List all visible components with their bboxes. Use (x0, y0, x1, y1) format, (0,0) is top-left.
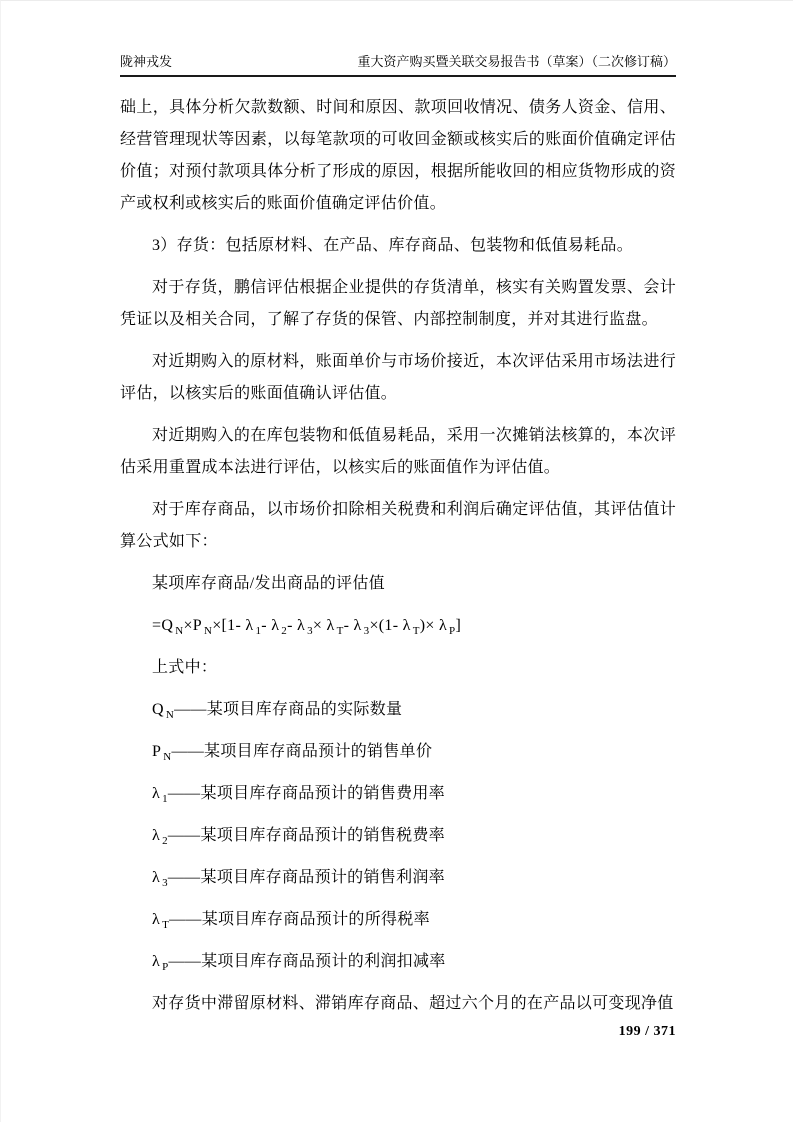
page-number: 199 / 371 (618, 1024, 676, 1039)
definition-symbol: λ (152, 827, 161, 844)
definition-subscript: T (162, 919, 170, 932)
formula-label: 某项库存商品/发出商品的评估值 (152, 575, 385, 592)
definition-description: ——某项目库存商品预计的销售单价 (171, 743, 433, 760)
inventory-item-heading: 3）存货：包括原材料、在产品、库存商品、包装物和低值易耗品。 (152, 237, 634, 254)
definition-row-lambdaT (120, 904, 676, 936)
definition-row-qn (120, 694, 676, 726)
paragraph-packaging: 对近期购入的在库包装物和低值易耗品，采用一次摊销法核算的，本次评估采用重置成本法进行评估，以核实后的账面值作为评估值。 (120, 427, 676, 476)
definition-description: ——某项目库存商品预计的销售费用率 (167, 785, 445, 802)
definition-symbol: Q (152, 701, 164, 718)
header-report-title: 重大资产购买暨关联交易报告书（草案）（二次修订稿） (357, 54, 676, 69)
definition-symbol: λ (152, 911, 161, 928)
definition-description: ——某项目库存商品的实际数量 (174, 701, 403, 718)
definition-subscript: N (163, 751, 172, 764)
definition-description: ——某项目库存商品预计的所得税率 (169, 911, 430, 928)
valuation-formula: =Q $_N$×P $_N$×[1- λ $_1$- λ $_2$- λ $_3$× λ $_T$- λ $_3$×(1- λ $_T$)× λ $_P$] (152, 617, 462, 638)
formula-intro: 上式中： (152, 659, 218, 676)
paragraph-inventory-verification: 对于存货，鹏信评估根据企业提供的存货清单，核实有关购置发票、会计凭证以及相关合同，了解了存货的保管、内部控制制度，并对其进行监盘。 (120, 279, 676, 328)
definition-subscript: P (162, 961, 169, 974)
paragraph-goods-valuation: 对于库存商品，以市场价扣除相关税费和利润后确定评估值，其评估值计算公式如下： (120, 501, 676, 550)
header-company: 陇神戎发 (120, 54, 173, 69)
definition-subscript: 1 (162, 793, 168, 806)
definition-symbol: λ (152, 785, 161, 802)
definition-description: ——某项目库存商品预计的利润扣减率 (168, 953, 446, 970)
definition-row-lambdaP (120, 946, 676, 978)
page-header (120, 1, 676, 77)
definition-row-lambda2 (120, 820, 676, 852)
definition-symbol: λ (152, 869, 161, 886)
definition-description: ——某项目库存商品预计的销售税费率 (167, 827, 445, 844)
paragraph-closing: 对存货中滞留原材料、滞销库存商品、超过六个月的在产品以可变现净值 (152, 995, 674, 1012)
definition-subscript: 2 (162, 835, 168, 848)
document-body (120, 77, 676, 1020)
paragraph-raw-materials: 对近期购入的原材料，账面单价与市场价接近，本次评估采用市场法进行评估，以核实后的账面值确认评估值。 (120, 353, 676, 402)
definition-row-pn (120, 736, 676, 768)
definition-symbol: P (152, 743, 162, 760)
definition-row-lambda3 (120, 862, 676, 894)
definition-symbol: λ (152, 953, 161, 970)
definition-description: ——某项目库存商品预计的销售利润率 (167, 869, 445, 886)
definition-subscript: 3 (162, 877, 168, 890)
definition-row-lambda1 (120, 778, 676, 810)
definition-subscript: N (165, 709, 175, 722)
paragraph-continuation: 础上，具体分析欠款数额、时间和原因、款项回收情况、债务人资金、信用、经营管理现状等因素，以每笔款项的可收回金额或核实后的账面价值确定评估价值；对预付款项具体分析了形成的原因，根据所能收回的相应货物形成的资产或权利或核实后的账面价值确定评估价值。 (120, 99, 676, 212)
